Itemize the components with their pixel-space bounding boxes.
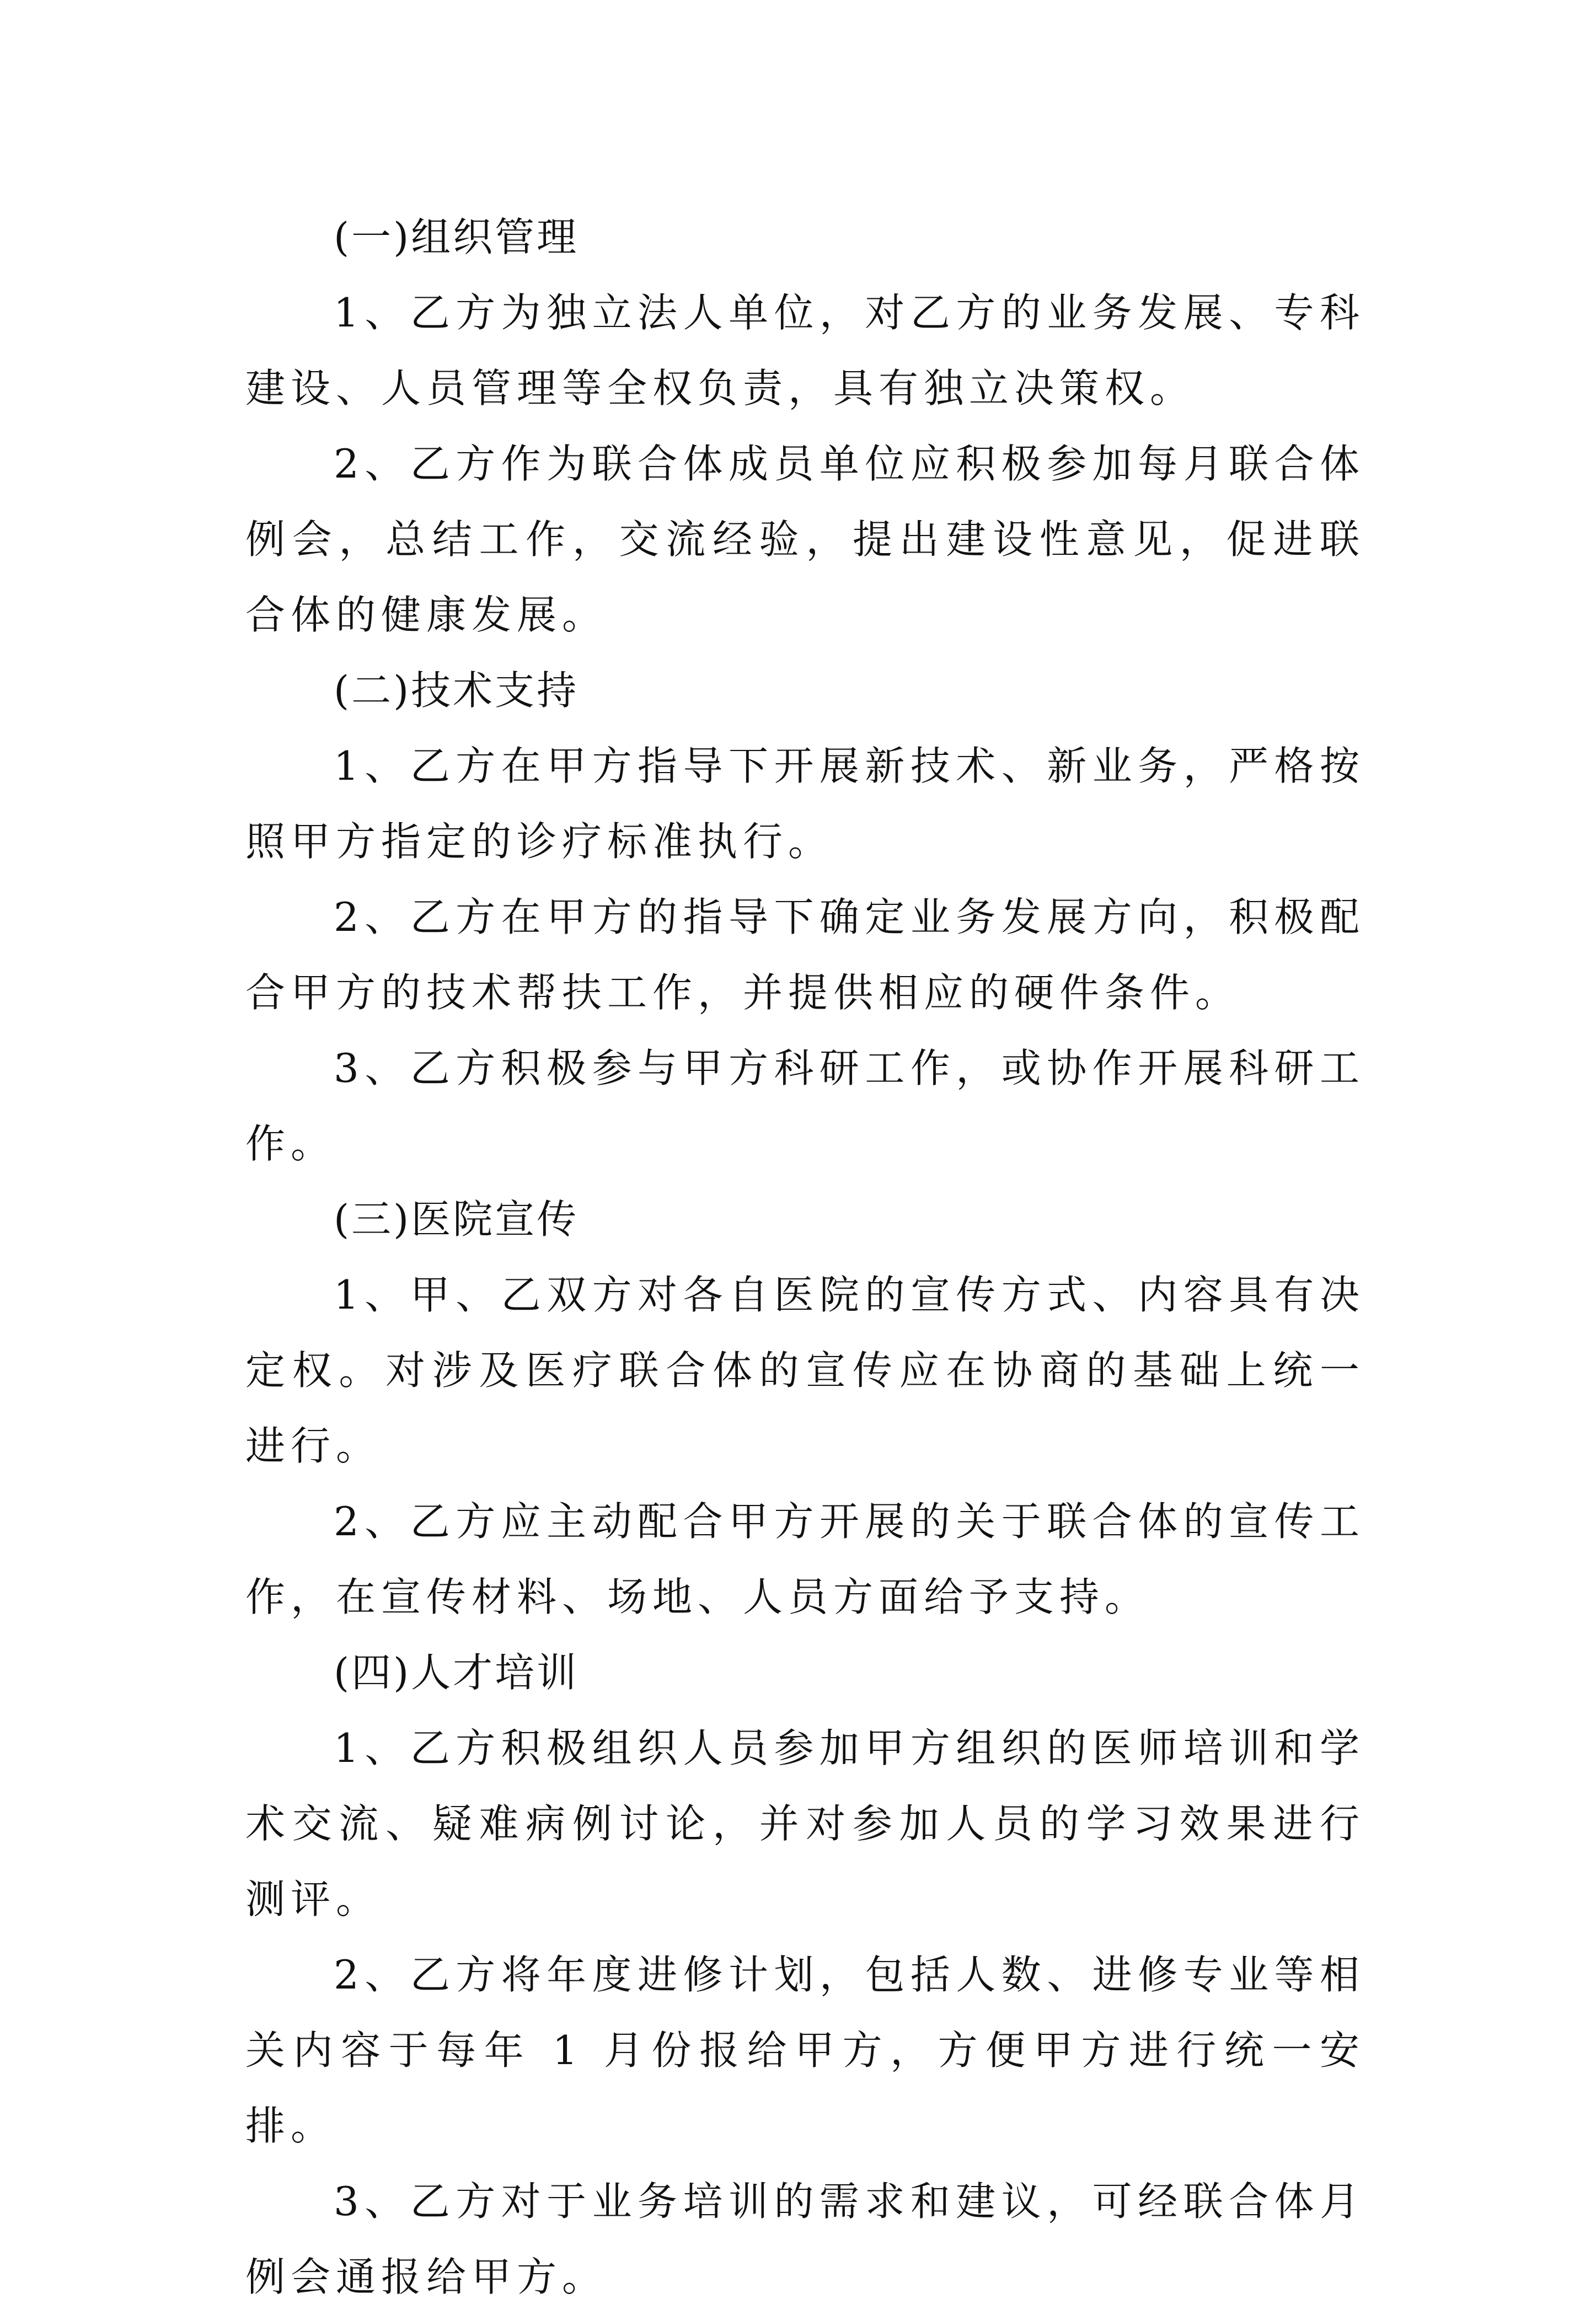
paragraph: 1、乙方为独立法人单位，对乙方的业务发展、专科建设、人员管理等全权负责，具有独立决策权。 — [245, 290, 1365, 411]
paragraph: 2、乙方作为联合体成员单位应积极参加每月联合体例会，总结工作，交流经验，提出建设性意见，促进联合体的健康发展。 — [245, 441, 1365, 638]
paragraph: 3、乙方对于业务培训的需求和建议，可经联合体月例会通报给甲方。 — [245, 2178, 1365, 2300]
paragraph: 1、乙方在甲方指导下开展新技术、新业务，严格按照甲方指定的诊疗标准执行。 — [245, 743, 1365, 865]
paragraph: 1、甲、乙双方对各自医院的宣传方式、内容具有决定权。对涉及医疗联合体的宣传应在协商的基础上统一进行。 — [245, 1272, 1365, 1469]
paragraph: 2、乙方在甲方的指导下确定业务发展方向，积极配合甲方的技术帮扶工作，并提供相应的硬件条件。 — [245, 894, 1365, 1016]
section-heading: (三)医院宣传 — [334, 1196, 579, 1242]
paragraph: 3、乙方积极参与甲方科研工作，或协作开展科研工作。 — [245, 1045, 1365, 1167]
paragraph: 1、乙方积极组织人员参加甲方组织的医师培训和学术交流、疑难病例讨论，并对参加人员的学习效果进行测评。 — [245, 1725, 1365, 1922]
paragraph: 2、乙方应主动配合甲方开展的关于联合体的宣传工作，在宣传材料、场地、人员方面给予支持。 — [245, 1498, 1365, 1620]
section-heading: (四)人才培训 — [334, 1649, 579, 1696]
section-heading: (一)组织管理 — [334, 214, 579, 260]
document-body — [245, 200, 1365, 2315]
section-heading: (二)技术支持 — [334, 667, 579, 714]
paragraph: 2、乙方将年度进修计划，包括人数、进修专业等相关内容于每年 1 月份报给甲方，方便甲方进行统一安排。 — [245, 1952, 1365, 2149]
